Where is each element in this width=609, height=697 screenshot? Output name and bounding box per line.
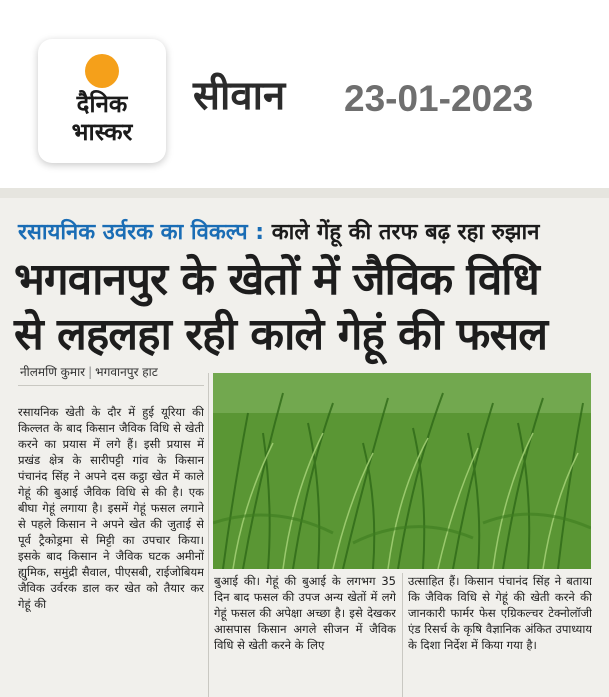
article-column-1: [18, 404, 204, 697]
dainik-bhaskar-logo[interactable]: [38, 39, 166, 163]
wheat-field-photo: [213, 373, 591, 569]
article-kicker: [18, 216, 593, 250]
byline-place: भगवानपुर हाट: [95, 365, 158, 379]
byline: [20, 363, 158, 380]
byline-rule: [18, 385, 204, 386]
column-divider-2: [402, 573, 403, 697]
column-1-text: रसायनिक खेती के दौर में हुई यूरिया की किल्लत के बाद किसान जैविक विधि से खेती करने का प्रयास में लगे हैं। इसी प्रयास में प्रखंड क्षेत्र के सारीपट्टी गांव के किसान पंचानंद सिंह ने अपने दस कट्ठा खेत में काले गेहूं की बुआई जैविक विधि से की है। एक बीघा गेहूं लगाया है। इसमें गेहूं फसल लगाने से पहले किसान ने अपने खेत की जुताई से पूर्व ट्रैकोड्रमा से मिट्टी का उपचार किया। इसके बाद किसान ने जैविक घटक अमीनों ह्युमिक, समुंद्री सैवाल, पीएसबी, राईजोबियम जैविक उर्वरक डाल कर खेत को तैयार कर गेहूं की: [18, 405, 204, 611]
kicker-highlight: रसायनिक उर्वरक का विकल्प :: [18, 220, 265, 245]
article-column-2: [214, 573, 396, 697]
byline-separator: |: [88, 365, 93, 379]
edition-date: 23-01-2023: [344, 78, 534, 119]
clipping-top-edge: [0, 188, 609, 198]
column-divider-1: [208, 373, 209, 697]
city-name: सीवान: [193, 73, 286, 119]
kicker-rest: काले गेंहू की तरफ बढ़ रहा रुझान: [264, 220, 540, 245]
column-2-text: बुआई की। गेहूं की बुआई के लगभग 35 दिन बाद फसल की उपज अन्य खेतों में लगे गेहूं फसल की अपेक्षा अच्छा है। इसे देखकर आसपास किसान अगले सीजन में जैविक विधि से खेती करने के लिए: [214, 574, 396, 652]
article-column-3: [408, 573, 592, 697]
headline-line2: से लहलहा रही काले गेहूं की फसल: [14, 309, 548, 360]
column-3-text: उत्साहित हैं। किसान पंचानंद सिंह ने बताया कि जैविक विधि से गेहूं की खेती करने की जानकारी फार्मर फेस एग्रिकल्चर टेक्नोलॉजी एंड रिसर्च के कृषि वैज्ञानिक अंकित उपाध्याय के दिशा निर्देश में किया गया है।: [408, 574, 592, 652]
logo-text-line1: दैनिक: [76, 90, 128, 118]
sun-logo-icon: [85, 54, 119, 88]
byline-author: नीलमणि कुमार: [20, 365, 86, 379]
wheat-field-illustration: [213, 373, 591, 569]
post-header: [0, 0, 609, 188]
logo-text-line2: भास्कर: [71, 118, 133, 146]
headline-line1: भगवानपुर के खेतों में जैविक विधि: [14, 254, 539, 305]
